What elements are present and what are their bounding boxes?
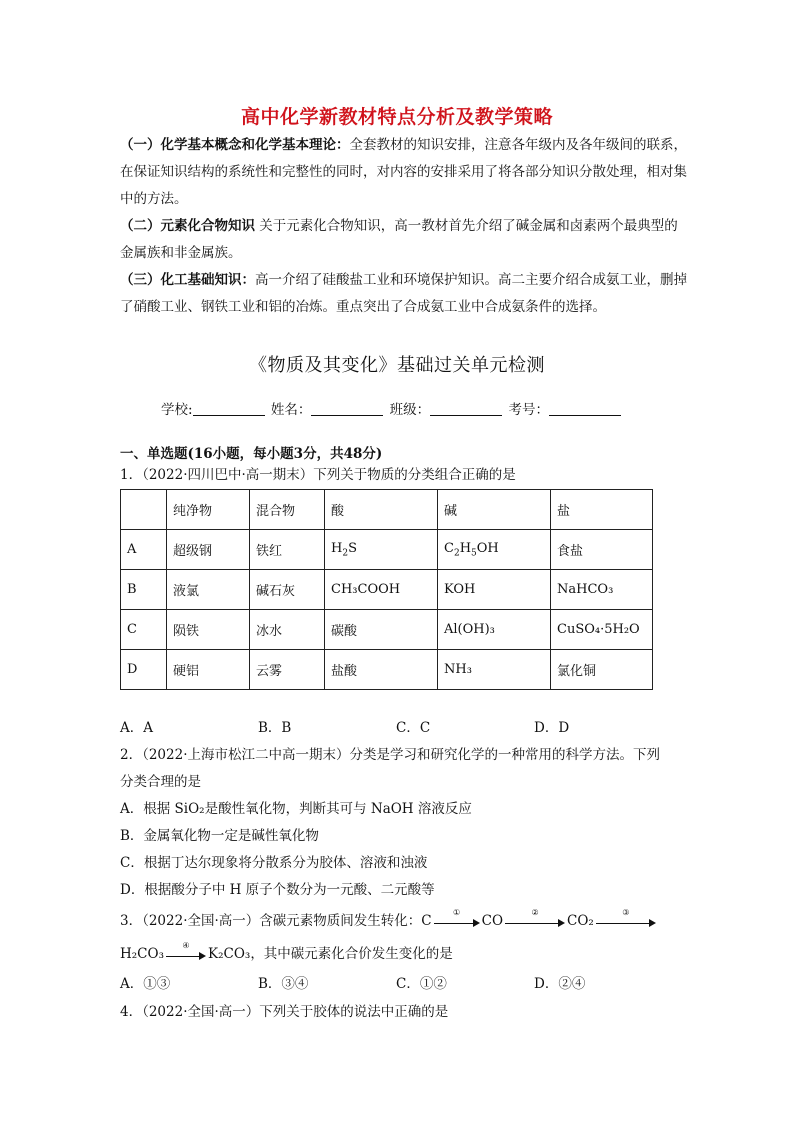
class-blank[interactable] [430,403,502,416]
table-header-cell: 酸 [325,490,438,530]
table-cell: Al(OH)₃ [438,610,551,650]
q3-stem-line1 [120,909,658,929]
table-header-cell: 纯净物 [167,490,250,530]
table-cell: 超级钢 [167,530,250,570]
table-cell: NH₃ [438,650,551,690]
table-header-cell: 碱 [438,490,551,530]
exam-title: 《物质及其变化》基础过关单元检测 [249,355,545,376]
arrow-head [649,919,656,927]
q2-stem-line1: 2．（2022·上海市松江二中高一期末）分类是学习和研究化学的一种常用的科学方法。下列 [120,747,660,763]
intro-paragraph-3 [120,267,690,321]
table-row [121,570,653,610]
intro-body-1: 全套教材的知识安排，注意各年级内及各年级间的联系，在保证知识结构的系统性和完整性的同时，对内容的安排采用了将各部分知识分散处理，相对集中的方法。 [120,137,687,207]
table-cell: 硬铝 [167,650,250,690]
table-header-row [121,490,653,530]
formula-part: S [348,540,357,556]
q4-stem: 4．（2022·全国·高一）下列关于胶体的说法中正确的是 [120,1004,449,1020]
reaction-arrow [596,907,656,928]
option-a[interactable]: A．①③ [120,976,171,992]
reaction-arrow [166,940,206,961]
school-label: 学校: [161,402,193,418]
table-cell: NaHCO₃ [551,570,653,610]
red-title: 高中化学新教材特点分析及教学策略 [240,106,553,128]
q2-option-b[interactable]: B．金属氧化物一定是碱性氧化物 [120,828,319,844]
option-c[interactable]: C．①② [396,976,447,992]
table-header-cell: 混合物 [250,490,325,530]
table-cell: CH₃COOH [325,570,438,610]
intro-body-3: 高一介绍了硅酸盐工业和环境保护知识。高二主要介绍合成氨工业，删掉了硝酸工业、钢铁工业和铝的冶炼。重点突出了合成氨工业中合成氨条件的选择。 [120,272,687,315]
name-label: 姓名： [270,402,312,418]
school-blank[interactable] [193,403,265,416]
formula-part: H [459,540,472,556]
step-number: ③ [622,907,630,917]
class-label: 班级： [389,402,431,418]
arrow-head [558,919,565,927]
table-row [121,650,653,690]
intro-paragraph-2 [120,213,690,267]
intro-lead-3: （三）化工基础知识： [120,272,255,288]
section-heading: 一、单选题(16小题，每小题3分，共48分) [120,446,383,462]
step-number: ① [453,907,461,917]
intro-paragraph-1 [120,132,690,213]
q2-option-a[interactable]: A．根据 SiO₂是酸性氧化物，判断其可与 NaOH 溶液反应 [120,801,472,817]
q2-option-c[interactable]: C．根据丁达尔现象将分散系分为胶体、溶液和浊液 [120,855,428,871]
classification-table [120,489,653,690]
table-cell: D [121,650,167,690]
intro-lead-2: （二）元素化合物知识 [120,218,255,234]
arrow-line [434,923,474,924]
formula-subscript: 5 [471,548,477,559]
table-cell: KOH [438,570,551,610]
arrow-line [596,923,650,924]
table-cell: 盐酸 [325,650,438,690]
formula-part: OH [476,540,499,556]
option-c[interactable]: C．C [396,720,431,736]
option-b[interactable]: B．③④ [258,976,309,992]
chain-species: CO₂ [567,913,594,929]
chain-species: C [421,913,432,929]
table-row [121,610,653,650]
table-cell: 液氯 [167,570,250,610]
table-cell: CuSO₄·5H₂O [551,610,653,650]
q3-stem-suffix: ，其中碳元素化合价发生变化的是 [250,946,453,962]
q2-option-d[interactable]: D．根据酸分子中 H 原子个数分为一元酸、二元酸等 [120,882,435,898]
intro-lead-1: （一）化学基本概念和化学基本理论： [120,137,350,153]
table-cell [325,530,438,570]
table-cell: 云雾 [250,650,325,690]
table-cell: 铁红 [250,530,325,570]
table-cell: 氯化铜 [551,650,653,690]
q1-stem: 1．（2022·四川巴中·高一期末）下列关于物质的分类组合正确的是 [120,467,516,483]
table-cell: C [121,610,167,650]
step-number: ② [531,907,539,917]
chain-species: H₂CO₃ [120,946,164,962]
q3-stem-line2 [120,942,453,962]
option-d[interactable]: D．②④ [534,976,586,992]
table-cell: A [121,530,167,570]
reaction-arrow [505,907,565,928]
formula-part: C [444,540,454,556]
table-cell [438,530,551,570]
table-cell: 食盐 [551,530,653,570]
table-cell: 碳酸 [325,610,438,650]
option-d[interactable]: D．D [534,720,570,736]
chain-species: CO [481,913,504,929]
name-blank[interactable] [311,403,383,416]
arrow-line [166,956,200,957]
table-header-cell: 盐 [551,490,653,530]
reaction-arrow [434,907,480,928]
id-label: 考号： [508,402,549,418]
q3-stem-prefix: 3．（2022·全国·高一）含碳元素物质间发生转化： [120,913,422,929]
option-a[interactable]: A．A [120,720,153,736]
option-b[interactable]: B．B [258,720,292,736]
formula-subscript: 2 [453,548,460,559]
formula-subscript: 2 [342,548,349,559]
q3-options [120,972,672,992]
table-cell: 陨铁 [167,610,250,650]
intro-body-2: 关于元素化合物知识，高一教材首先介绍了碱金属和卤素两个最典型的金属族和非金属族。 [120,218,678,261]
intro-block [120,132,690,321]
student-info-line [161,398,623,418]
id-blank[interactable] [549,403,621,416]
chain-species: K₂CO₃ [208,946,251,962]
table-row [121,530,653,570]
table-cell: 碱石灰 [250,570,325,610]
table-cell: B [121,570,167,610]
q1-options [120,716,672,736]
q2-stem-line2: 分类合理的是 [120,774,201,790]
table-header-cell [121,490,167,530]
formula-part: H [331,540,343,556]
step-number: ④ [182,940,190,950]
arrow-head [473,919,480,927]
table-cell: 冰水 [250,610,325,650]
arrow-head [199,952,206,960]
arrow-line [505,923,559,924]
